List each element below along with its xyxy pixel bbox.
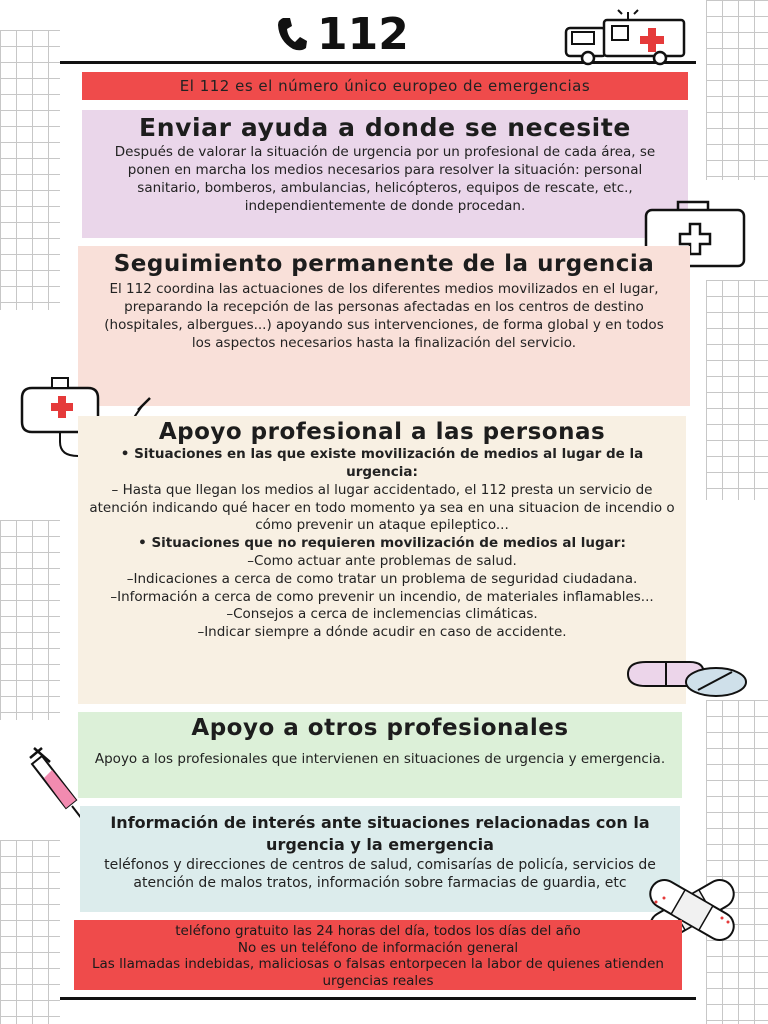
list-item: –Indicaciones a cerca de como tratar un problema de seguridad ciudadana. (126, 570, 638, 587)
section-send-help (82, 110, 688, 238)
list-item: –Indicar siempre a dónde acudir en caso de accidente. (197, 624, 567, 641)
section-professional-support (78, 416, 686, 704)
grid-pattern-left-mid (0, 520, 62, 720)
section-support-other-professionals (78, 712, 682, 798)
footer-line: Las llamadas indebidas, maliciosas o falsas entorpecen la labor de quienes atienden urgencias reales (92, 956, 664, 989)
title-text: 112 (317, 8, 409, 60)
list-item: • Situaciones que no requieren movilización de medios al lugar: (138, 535, 626, 552)
section-body: teléfonos y direcciones de centros de salud, comisarías de policía, servicios de atención de malos tratos, información sobre farmacias de guardia, etc (104, 857, 656, 891)
section-title: Información de interés ante situaciones relacionadas con la urgencia y la emergencia (110, 813, 650, 854)
list-item: – Hasta que llegan los medios al lugar accidentado, el 112 presta un servicio de atención indicando qué hacer en todo momento ya sea en una situacion de incendio o cómo prevenir un ataque epileptico... (89, 481, 675, 534)
banner-emergency-number: El 112 es el número único europeo de emergencias (82, 72, 688, 100)
section-title: Enviar ayuda a donde se necesite (139, 113, 631, 142)
section-title: Seguimiento permanente de la urgencia (113, 251, 655, 277)
section-body: Apoyo a los profesionales que intervienen en situaciones de urgencia y emergencia. (94, 751, 666, 768)
section-permanent-follow-up (78, 246, 690, 406)
footer-line: teléfono gratuito las 24 horas del día, todos los días del año (175, 923, 581, 939)
bottom-divider (60, 997, 696, 1000)
footer-line: No es un teléfono de información general (237, 939, 519, 956)
section-information-interest (80, 806, 680, 912)
grid-pattern-right-top (706, 0, 768, 180)
grid-pattern-left-bottom (0, 840, 62, 1024)
section-body: Después de valorar la situación de urgencia por un profesional de cada área, se ponen en marcha los medios necesarios para resolver la situación: personal sanitario, bomberos, ambulancias, helicópteros, equipos de rescate, etc., independientemente de donde procedan. (114, 144, 656, 215)
grid-pattern-right-mid (706, 280, 768, 500)
grid-pattern-right-bottom (706, 700, 768, 1024)
list-item: • Situaciones en las que existe movilización de medios al lugar de la urgencia: (120, 446, 644, 480)
list-item: –Como actuar ante problemas de salud. (247, 552, 517, 569)
footer-notice (74, 920, 682, 990)
section-title: Apoyo a otros profesionales (191, 715, 569, 741)
section-title: Apoyo profesional a las personas (158, 419, 606, 445)
ambulance-icon (556, 6, 691, 66)
phone-icon (275, 15, 309, 53)
grid-pattern-left-top (0, 30, 62, 310)
list-item: –Información a cerca de como prevenir un incendio, de materiales inflamables... (110, 588, 654, 605)
list-item: –Consejos a cerca de inclemencias climáticas. (226, 606, 538, 623)
pill-icon (620, 652, 750, 702)
page-title (275, 8, 455, 60)
section-body: El 112 coordina las actuaciones de los diferentes medios movilizados en el lugar, preparando la recepción de las personas afectadas en los centros de destino (hospitales, albergues...) apoyando sus intervenciones, de forma global y en todos los aspectos necesarios hasta la finalización del servicio. (104, 281, 664, 352)
